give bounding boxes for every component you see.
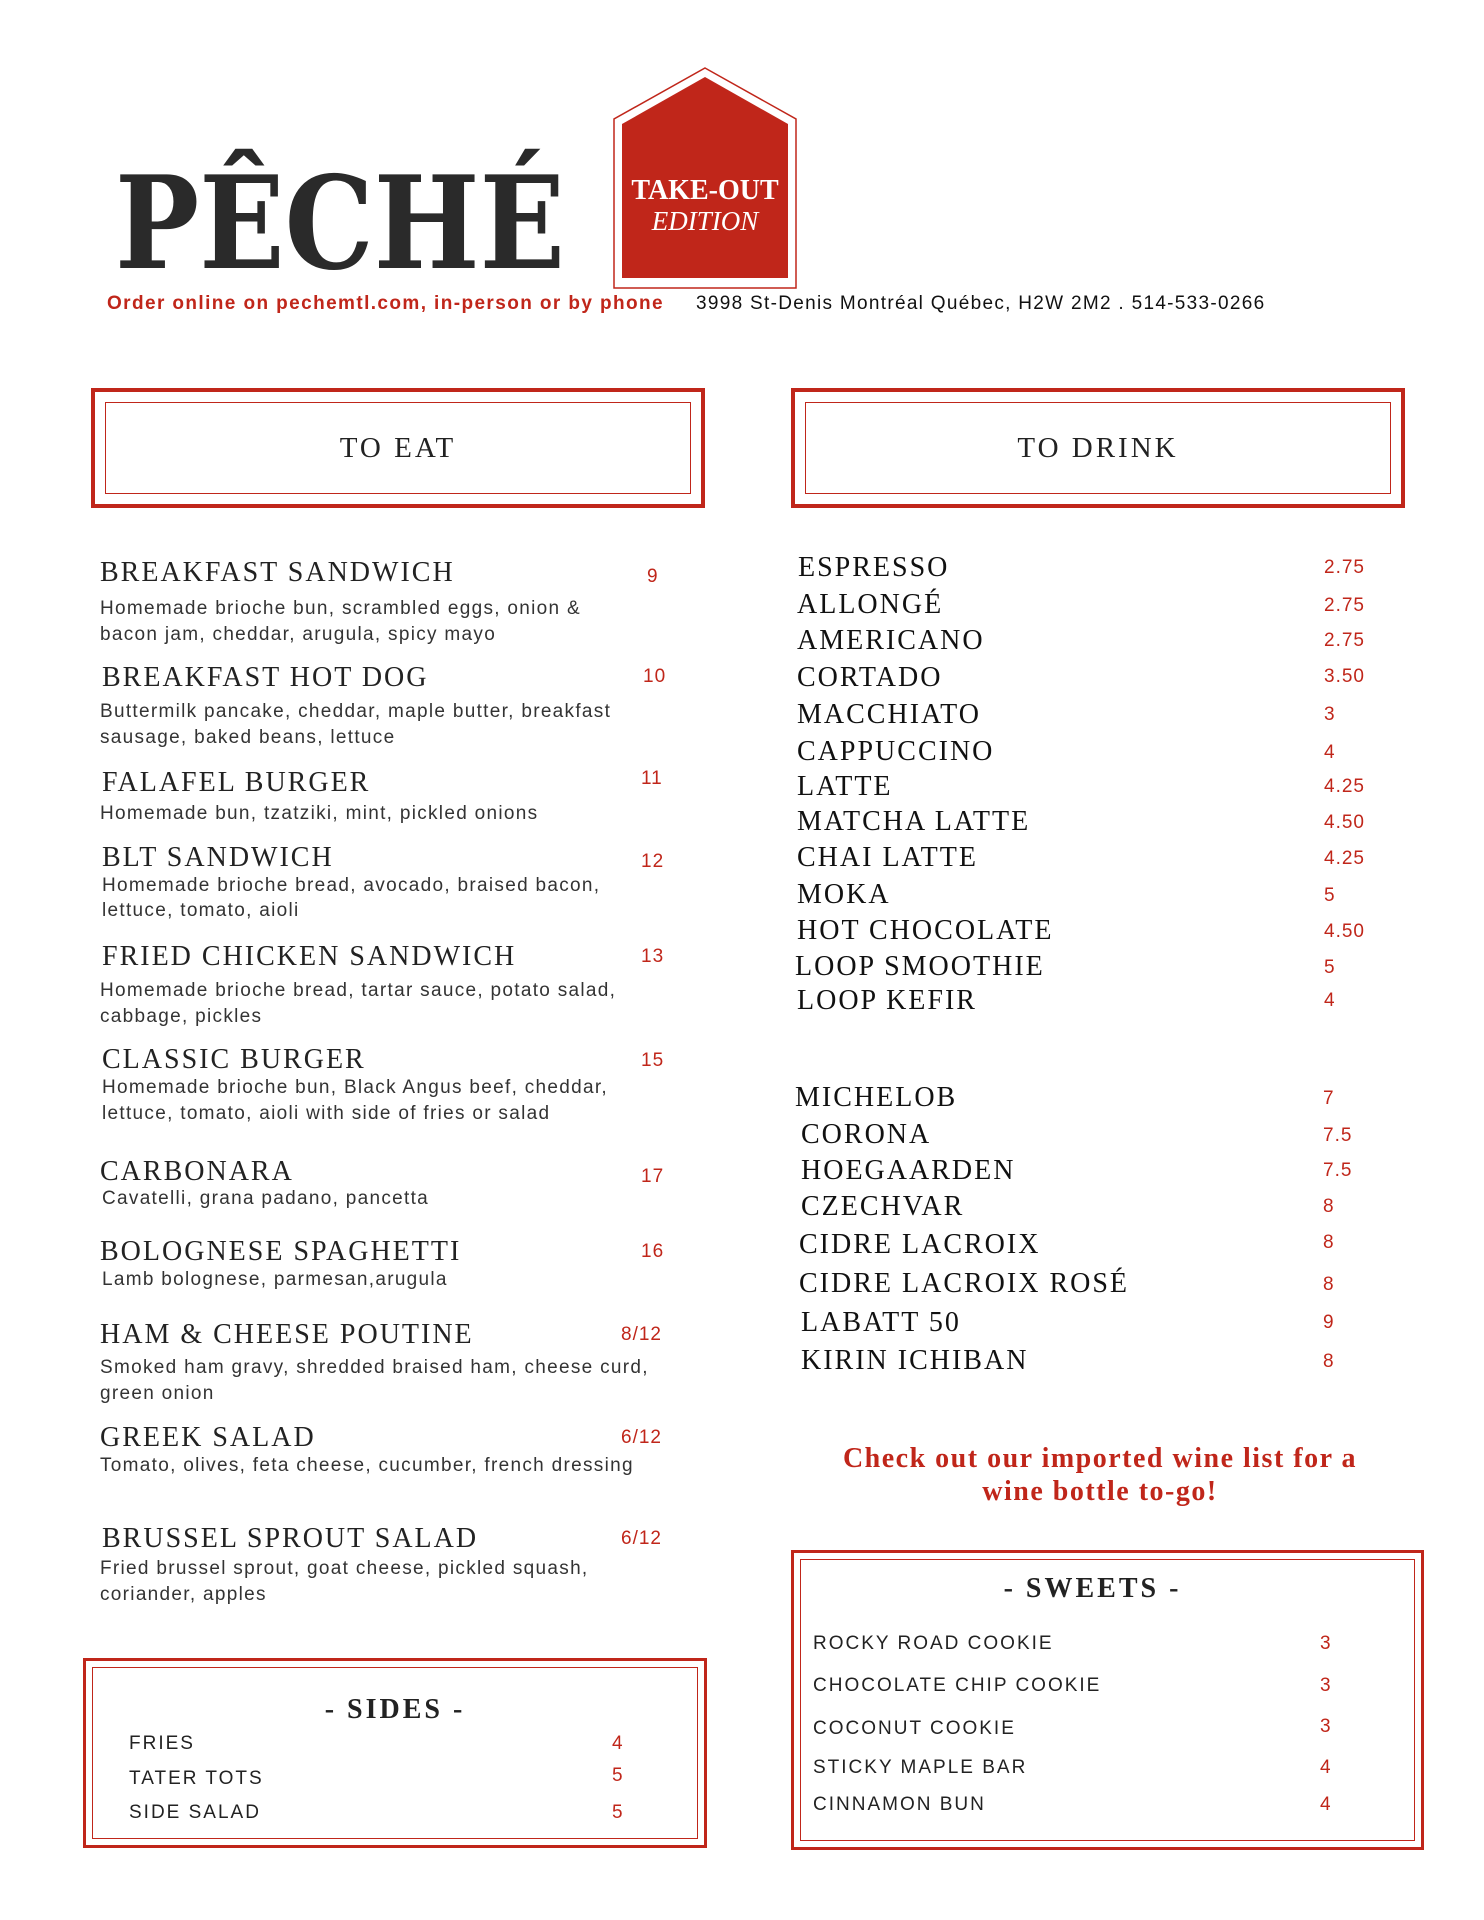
food-item-price: 17 <box>641 1166 665 1187</box>
sweet-item-name: CINNAMON BUN <box>813 1794 986 1815</box>
drink-item-name: MICHELOB <box>795 1082 958 1113</box>
food-item-price: 8/12 <box>621 1324 662 1345</box>
wine-note-line1: Check out our imported wine list for a <box>842 1443 1358 1474</box>
food-item-name: BRUSSEL SPROUT SALAD <box>102 1523 479 1554</box>
drink-item-price: 3 <box>1324 704 1336 725</box>
food-item-name: CARBONARA <box>100 1156 294 1187</box>
side-item-price: 4 <box>612 1733 624 1754</box>
drink-item-price: 4 <box>1324 742 1336 763</box>
peche-logo <box>110 128 570 299</box>
drink-item-price: 9 <box>1323 1312 1335 1333</box>
food-item-price: 10 <box>643 666 667 687</box>
drink-item-name: LABATT 50 <box>801 1307 961 1338</box>
food-item-desc: Homemade brioche bread, avocado, braised bacon, <box>102 875 601 896</box>
sweet-item-price: 4 <box>1320 1794 1332 1815</box>
drink-item-price: 2.75 <box>1324 630 1365 651</box>
badge-edition: EDITION <box>651 206 759 236</box>
drink-item-name: MACCHIATO <box>797 699 981 730</box>
sweet-item-name: COCONUT COOKIE <box>813 1718 1016 1739</box>
food-item-price: 16 <box>641 1241 665 1262</box>
drink-item-price: 8 <box>1323 1196 1335 1217</box>
sweets-title: - SWEETS - <box>1003 1573 1182 1604</box>
food-item-desc: sausage, baked beans, lettuce <box>100 727 396 748</box>
wine-list-note <box>800 1442 1400 1508</box>
drink-item-price: 7 <box>1323 1088 1335 1109</box>
logo-text: PÊCHÉ <box>115 149 565 299</box>
drink-item-price: 2.75 <box>1324 595 1365 616</box>
badge-take-out: TAKE-OUT <box>631 175 779 206</box>
side-item-price: 5 <box>612 1765 624 1786</box>
drink-item-price: 8 <box>1323 1232 1335 1253</box>
drink-item-name: CIDRE LACROIX ROSÉ <box>799 1268 1130 1299</box>
food-item-price: 6/12 <box>621 1528 662 1549</box>
drink-item-price: 8 <box>1323 1274 1335 1295</box>
drink-item-name: ALLONGÉ <box>797 589 944 620</box>
food-item-name: HAM & CHEESE POUTINE <box>100 1319 474 1350</box>
food-item-desc: Buttermilk pancake, cheddar, maple butter, breakfast <box>100 701 612 722</box>
food-item-name: CLASSIC BURGER <box>102 1044 366 1075</box>
drink-item-name: CAPPUCCINO <box>797 736 995 767</box>
food-item-desc: Homemade brioche bun, Black Angus beef, cheddar, <box>102 1077 609 1098</box>
food-item-price: 15 <box>641 1050 665 1071</box>
to-drink-title: TO DRINK <box>1017 432 1179 464</box>
food-item-desc: lettuce, tomato, aioli with side of fries or salad <box>102 1103 551 1124</box>
drink-item-name: MOKA <box>797 879 891 910</box>
food-item-desc: coriander, apples <box>100 1584 267 1605</box>
drink-item-price: 8 <box>1323 1351 1335 1372</box>
drink-item-name: LOOP KEFIR <box>797 985 977 1016</box>
side-item-name: SIDE SALAD <box>129 1802 261 1823</box>
drink-item-name: CORONA <box>801 1119 932 1150</box>
food-item-name: FRIED CHICKEN SANDWICH <box>102 941 517 972</box>
drink-item-name: AMERICANO <box>797 625 985 656</box>
food-item-desc: Lamb bolognese, parmesan,arugula <box>102 1269 448 1290</box>
sweet-item-price: 3 <box>1320 1633 1332 1654</box>
drink-item-price: 4.50 <box>1324 921 1365 942</box>
sweet-item-price: 3 <box>1320 1716 1332 1737</box>
food-item-desc: Cavatelli, grana padano, pancetta <box>102 1188 430 1209</box>
side-item-name: FRIES <box>129 1733 195 1754</box>
drink-item-name: CORTADO <box>797 662 943 693</box>
drink-item-name: CZECHVAR <box>801 1191 965 1222</box>
sweets-box <box>791 1550 1424 1850</box>
food-item-desc: Tomato, olives, feta cheese, cucumber, french dressing <box>100 1455 634 1476</box>
to-eat-title: TO EAT <box>339 432 457 464</box>
sweet-item-price: 3 <box>1320 1675 1332 1696</box>
food-item-price: 13 <box>641 946 665 967</box>
drink-item-name: CIDRE LACROIX <box>799 1229 1041 1260</box>
drink-item-name: KIRIN ICHIBAN <box>801 1345 1029 1376</box>
food-item-name: BLT SANDWICH <box>102 842 334 873</box>
sweet-item-name: CHOCOLATE CHIP COOKIE <box>813 1675 1102 1696</box>
drink-item-price: 5 <box>1324 885 1336 906</box>
drink-item-name: HOT CHOCOLATE <box>797 915 1054 946</box>
food-item-name: FALAFEL BURGER <box>102 767 371 798</box>
drink-item-price: 7.5 <box>1323 1125 1353 1146</box>
food-item-name: GREEK SALAD <box>100 1422 316 1453</box>
side-item-name: TATER TOTS <box>129 1768 264 1789</box>
drink-item-name: HOEGAARDEN <box>801 1155 1016 1186</box>
drink-item-price: 4.25 <box>1324 776 1365 797</box>
food-item-price: 9 <box>647 566 659 587</box>
food-item-desc: green onion <box>100 1383 215 1404</box>
wine-note-line2: wine bottle to-go! <box>982 1476 1218 1507</box>
to-eat-header-box <box>91 388 705 508</box>
drink-item-name: MATCHA LATTE <box>797 806 1031 837</box>
drink-item-name: ESPRESSO <box>798 552 950 583</box>
food-item-price: 6/12 <box>621 1427 662 1448</box>
food-item-desc: cabbage, pickles <box>100 1006 263 1027</box>
drink-item-name: LOOP SMOOTHIE <box>795 951 1045 982</box>
sides-title: - SIDES - <box>324 1694 466 1725</box>
food-item-desc: Homemade bun, tzatziki, mint, pickled onions <box>100 803 539 824</box>
drink-item-price: 4.25 <box>1324 848 1365 869</box>
sweet-item-name: STICKY MAPLE BAR <box>813 1757 1028 1778</box>
food-item-desc: Smoked ham gravy, shredded braised ham, cheese curd, <box>100 1357 649 1378</box>
food-item-desc: Fried brussel sprout, goat cheese, pickled squash, <box>100 1558 589 1579</box>
food-item-desc: lettuce, tomato, aioli <box>102 900 300 921</box>
food-item-name: BREAKFAST HOT DOG <box>102 662 429 693</box>
drink-item-price: 4 <box>1324 990 1336 1011</box>
order-online-text: Order online on pechemtl.com, in-person or by phone <box>107 293 665 314</box>
drink-item-price: 4.50 <box>1324 812 1365 833</box>
food-item-desc: Homemade brioche bread, tartar sauce, potato salad, <box>100 980 617 1001</box>
to-drink-header-box <box>791 388 1405 508</box>
drink-item-price: 7.5 <box>1323 1160 1353 1181</box>
sweet-item-name: ROCKY ROAD COOKIE <box>813 1633 1054 1654</box>
address-phone-text: 3998 St-Denis Montréal Québec, H2W 2M2 . 514-533-0266 <box>696 293 1266 314</box>
drink-item-price: 3.50 <box>1324 666 1365 687</box>
side-item-price: 5 <box>612 1802 624 1823</box>
drink-item-name: LATTE <box>797 771 893 802</box>
food-item-price: 11 <box>641 768 663 789</box>
drink-item-name: CHAI LATTE <box>797 842 978 873</box>
food-item-desc: bacon jam, cheddar, arugula, spicy mayo <box>100 624 497 645</box>
food-item-desc: Homemade brioche bun, scrambled eggs, onion & <box>100 598 581 619</box>
drink-item-price: 2.75 <box>1324 557 1365 578</box>
food-item-price: 12 <box>641 851 665 872</box>
food-item-name: BOLOGNESE SPAGHETTI <box>100 1236 462 1267</box>
sweet-item-price: 4 <box>1320 1757 1332 1778</box>
sides-box <box>83 1658 707 1848</box>
drink-item-price: 5 <box>1324 957 1336 978</box>
food-item-name: BREAKFAST SANDWICH <box>100 557 455 588</box>
